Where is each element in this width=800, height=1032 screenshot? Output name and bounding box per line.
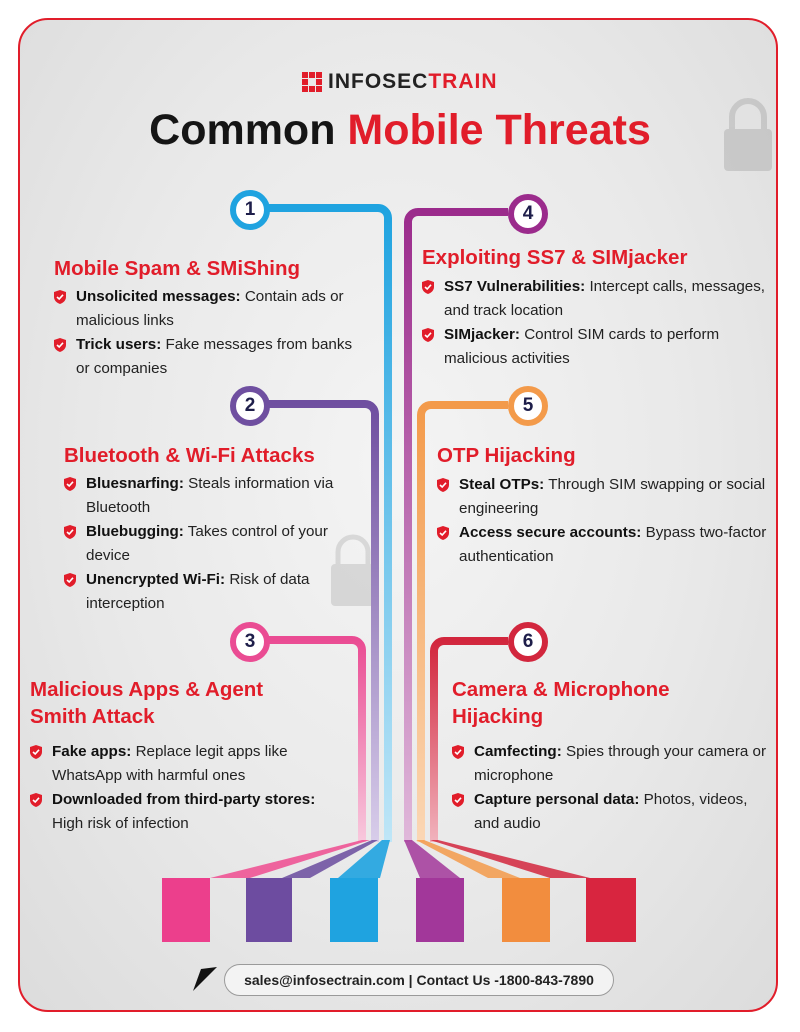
threat-number-badge: 3 [230, 622, 270, 662]
shield-check-icon [452, 793, 464, 807]
shield-check-icon [437, 478, 449, 492]
threat-heading: Mobile Spam & SMiShing [54, 257, 301, 280]
shield-check-icon [30, 745, 42, 759]
threat-list [452, 740, 772, 836]
list-item [30, 740, 350, 788]
list-item [64, 520, 364, 568]
shield-check-icon [437, 526, 449, 540]
shield-check-icon [54, 290, 66, 304]
item-bold: Unsolicited messages: [76, 288, 241, 305]
shield-check-icon [422, 280, 434, 294]
list-item [64, 568, 364, 616]
item-text: Takes control of your device [86, 523, 328, 564]
item-bold: Bluesnarfing: [86, 475, 184, 492]
item-bold: Trick users: [76, 336, 162, 353]
item-bold: Camfecting: [474, 743, 562, 760]
threat-list [422, 275, 767, 371]
threat-list [64, 472, 364, 616]
item-bold: Steal OTPs: [459, 476, 545, 493]
shield-check-icon [64, 573, 76, 587]
list-item [422, 275, 767, 323]
threat-list [54, 285, 364, 381]
item-bold: SS7 Vulnerabilities: [444, 278, 586, 295]
item-bold: Downloaded from third-party stores: [52, 791, 316, 808]
threat-heading: Bluetooth & Wi-Fi Attacks [64, 444, 315, 467]
list-item [54, 285, 364, 333]
item-text: Spies through your camera or microphone [474, 743, 767, 784]
item-text: Photos, videos, and audio [474, 791, 748, 832]
brand-name-part1: INFOSEC [328, 70, 429, 93]
list-item [452, 740, 772, 788]
item-bold: Access secure accounts: [459, 524, 642, 541]
threat-heading: Exploiting SS7 & SIMjacker [422, 246, 688, 269]
item-text: Contain ads or malicious links [76, 288, 344, 329]
threat-heading: OTP Hijacking [437, 444, 576, 467]
item-text: Replace legit apps like WhatsApp with harmful ones [52, 743, 288, 784]
threat-heading: Malicious Apps & Agent Smith Attack [30, 678, 264, 728]
list-item [437, 521, 767, 569]
shield-check-icon [64, 525, 76, 539]
shield-check-icon [64, 477, 76, 491]
threat-block-3 [30, 676, 350, 836]
shield-check-icon [30, 793, 42, 807]
item-text: Intercept calls, messages, and track location [444, 278, 766, 319]
item-bold: Capture personal data: [474, 791, 640, 808]
shield-check-icon [422, 328, 434, 342]
item-text: Control SIM cards to perform malicious activities [444, 326, 720, 367]
list-item [437, 473, 767, 521]
cursor-arrow-icon [190, 964, 220, 994]
shield-check-icon [54, 338, 66, 352]
threat-number-badge: 4 [508, 194, 548, 234]
item-text: Risk of data interception [86, 571, 310, 612]
brand-name-part2: TRAIN [428, 70, 498, 93]
item-bold: Bluebugging: [86, 523, 184, 540]
threat-list [437, 473, 767, 569]
item-bold: Unencrypted Wi-Fi: [86, 571, 226, 588]
title-part1: Common [149, 106, 336, 154]
threat-number-badge: 5 [508, 386, 548, 426]
threat-number-badge: 1 [230, 190, 270, 230]
shield-check-icon [452, 745, 464, 759]
threat-block-1 [54, 255, 364, 381]
title-part2: Mobile Threats [347, 106, 651, 154]
threat-block-2 [64, 442, 364, 616]
threat-number-badge: 2 [230, 386, 270, 426]
list-item [30, 788, 350, 836]
contact-text: sales@infosectrain.com | Contact Us -1800-843-7890 [244, 972, 594, 988]
item-text: Through SIM swapping or social engineering [459, 476, 766, 517]
threat-number-badge: 6 [508, 622, 548, 662]
item-text: Fake messages from banks or companies [76, 336, 353, 377]
threat-block-4 [422, 244, 767, 371]
list-item [64, 472, 364, 520]
item-text: Steals information via Bluetooth [86, 475, 334, 516]
contact-link[interactable] [224, 964, 614, 996]
infographic-card [18, 18, 778, 1012]
item-text: High risk of infection [52, 815, 189, 832]
list-item [422, 323, 767, 371]
item-bold: SIMjacker: [444, 326, 520, 343]
list-item [452, 788, 772, 836]
threat-block-5 [437, 442, 767, 569]
threat-heading: Camera & Microphone Hijacking [452, 678, 670, 728]
item-bold: Fake apps: [52, 743, 132, 760]
threat-block-6 [452, 676, 772, 836]
item-text: Bypass two-factor authentication [459, 524, 767, 565]
threat-list [30, 740, 350, 836]
list-item [54, 333, 364, 381]
